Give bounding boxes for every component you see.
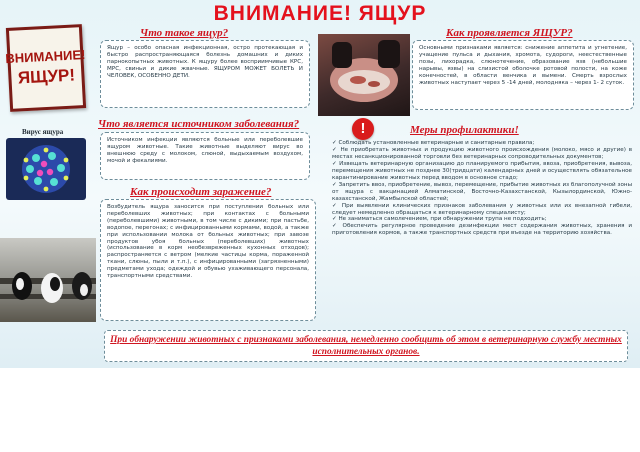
virus-image — [6, 138, 86, 200]
prevention-item: ✓ Не приобретать животных и продукцию животного происхождения (молоко, мясо и другие) в местах несанкционированной торговли без ветеринарных сопроводительных документов; — [332, 146, 632, 160]
source-box — [100, 132, 310, 180]
symptoms-text: Основными признаками является: снижение аппетита и угнетение, учащение пульса и дыхания, хромота, судороги, неестественные позы, лихорадка, слюнотечение, образование язв (небольшие нарывы, язвы) на слизистой оболочке ротовой полости, на коже конечностей, в области венчика и вымени. Смерть взрослых животных наступает через 5 -14 дней, молодняка – через 1- 2 суток. — [419, 45, 627, 86]
prevention-list — [332, 140, 632, 326]
what-text: Ящур – особо опасная инфекционная, остро протекающая и быстро распространяющаяся болезнь домашних и диких парнокопытных животных. К ящуру более восприимчивые КРС, МРС, свиньи и дикие жвачные. ЯЩУРОМ МОЖЕТ БОЛЕТЬ И ЧЕЛОВЕК, ОСОБЕННО ДЕТИ. — [107, 45, 303, 79]
sign-line-2: ЯЩУР! — [17, 65, 76, 87]
symptoms-box — [412, 40, 634, 110]
infection-text: Возбудитель ящура заносится при поступлении больных или переболевших животных; при контактах с больными (переболевшими) животными, в том числе с дикими; при пастьбе, водопое, перегонах; с инфицированными кормами, водой, а также при использовании молока от больных животных; при завозе продуктов убоя больных (переболевших) животных (использование в корм необезвреженных кухонных отходов); распространяется с ветром (мелкие частицы корма, пораженной ткани, слюны, пыли и т.п.), с инфицированными (загрязненными) предметами ухода; одеждой и обувью ухаживающего персонала, транспортными средствами. — [107, 204, 309, 280]
exclamation-icon: ! — [352, 118, 374, 140]
prevention-heading: Меры профилактики! — [410, 124, 519, 136]
prevention-item: ✓ При выявлении клинических признаков заболевания у животных или их внезапной гибели, следует немедленно обращаться к ветеринарному специалисту; — [332, 202, 632, 216]
bottom-notice: При обнаружении животных с признаками заболевания, немедленно сообщить об этом в ветеринарную службу местных исполнительных органов. — [104, 330, 628, 362]
prevention-item: ✓ Запретить ввоз, приобретение, вывоз, перемещение, прибытие животных из благополучной зоны от ящура с вакцинацией Алматинской, Восточно-Казахстанской, Кызылординской, Южно-казахстанской, Жамбылской областей; — [332, 181, 632, 202]
sign-line-1: ВНИМАНИЕ! — [5, 46, 86, 66]
what-box — [100, 40, 310, 108]
prevention-item: ✓ Извещать ветеринарную организацию до планируемого прибытия, ввоза, приобретения, вывоза, перемещения животных не позднее 30(тридцати) календарных дней и осуществлять обязательное карантинирование животных перед вводом в основное стадо; — [332, 160, 632, 181]
infection-box — [100, 199, 316, 321]
prevention-item: ✓ Обеспечить регулярное проведение дезинфекции мест содержания животных, хранения и приготовления кормов, а также транспортных средств при въезде на территорию хозяйства. — [332, 223, 632, 237]
what-heading: Что такое ящур? — [140, 27, 229, 39]
warning-sign-image — [6, 24, 86, 112]
source-text: Источником инфекции являются больные или переболевшие ящуром животные. Такие животные выделяют вирус во внешнюю среду с молоком, слюной, выдыхаемым воздухом, мочой и фекалиями. — [107, 137, 303, 164]
source-heading: Что является источником заболевания? — [98, 118, 300, 130]
cow-mouth-lesion-photo — [318, 34, 410, 116]
page-title: ВНИМАНИЕ! ЯЩУР — [213, 2, 427, 25]
symptoms-heading: Как проявляется ЯЩУР? — [446, 27, 573, 39]
prevention-item: ✓ Соблюдать установленные ветеринарные и санитарные правила; — [332, 140, 535, 146]
infection-heading: Как происходит заражение? — [130, 186, 272, 198]
prevention-item: ✓ Не заниматься самолечением, при обнаружении трупа не подходить; — [332, 216, 547, 223]
virus-image-caption: Вирус ящура — [22, 128, 64, 136]
cows-photo — [0, 238, 96, 322]
